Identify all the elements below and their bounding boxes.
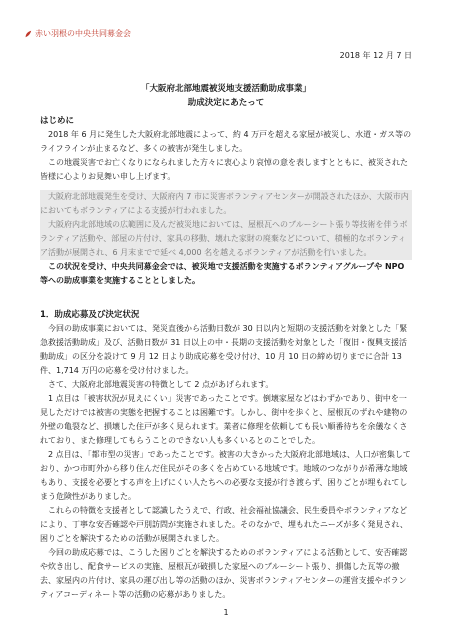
intro-paragraph-2: この地震災害でお亡くなりになられました方々に衷心より哀悼の意を表しますとともに、被災された皆様に心よりお見舞い申し上げます。 — [40, 158, 408, 181]
document-title — [0, 82, 452, 110]
intro-paragraph-5: この状況を受け、中央共同募金会では、被災地で支援活動を実施するボランティアグループや NPO 等への助成事業を実施することとしました。 — [40, 262, 405, 285]
red-feather-icon — [24, 30, 32, 38]
org-name: 赤い羽根の中央共同募金会 — [35, 29, 131, 38]
document-date: 2018 年 12 月 7 日 — [339, 51, 412, 60]
intro-section — [40, 114, 412, 288]
intro-paragraph-4: 大阪府内北部地域の広範囲に及んだ被災地においては、屋根瓦へのブルーシート張り等技術を伴うボランティア活動や、部屋の片付け、家具の移動、壊れた家財の廃棄などについて、積極的なボランティア活動が展開され、6 月末までで延べ 4,000 名を越えるボランティアが活動を行いました。 — [40, 218, 412, 260]
header-logo — [24, 28, 131, 39]
section-1-paragraph-5: これらの特徴を支援者として認識したうえで、行政、社会福祉協議会、民生委員やボランティアなどにより、丁寧な安否確認や戸別訪問が実施されました。そのなかで、埋もれたニーズが多く発見され、困りごとを解決するための活動が展開されました。 — [40, 506, 408, 543]
section-1-paragraph-1: 今回の助成事業においては、発災直後から活動日数が 30 日以内と短期の支援活動を対象とした「緊急救援活動助成」及び、活動日数が 31 日以上の中・長期の支援活動を対象とした「復旧・復興支援活動助成」の区分を設けて 9 月 12 日より助成応募を受け付け、10 月 10 日の締め切りまでに合計 13 件、1,714 万円の応募を受け付けました。 — [40, 324, 408, 375]
section-1 — [40, 308, 412, 602]
intro-heading: はじめに — [40, 116, 75, 126]
section-1-paragraph-2: さて、大阪府北部地震災害の特徴として 2 点があげられます。 — [48, 380, 274, 389]
section-1-paragraph-4: 2 点目は、「都市型の災害」であったことです。被害の大きかった大阪府北部地域は、人口が密集しており、かつ市町外から移り住んだ住民がその多くを占めている地域です。地域のつながりが希薄な地域もあり、支援を必要とする声を上げにくい人たちへの必要な支援が行き渡らず、困りごとが埋もれてしまう危険性がありました。 — [40, 450, 411, 501]
section-1-heading: 1．助成応募及び決定状況 — [40, 310, 140, 320]
page-number: 1 — [223, 608, 229, 617]
title-line-1: 「大阪府北部地震被災地支援活動助成事業」 — [140, 84, 311, 94]
section-1-paragraph-6: 今回の助成応募では、こうした困りごとを解決するためのボランティアによる活動として、安否確認や炊き出し、配食サービスの実施、屋根瓦が破損した家屋へのブルーシート張り、損傷した瓦等の撤去、家屋内の片付け、家具の運び出し等の活動のほか、災害ボランティアセンターの運営支援やボランティアコーディネート等の活動の応募がありました。 — [40, 548, 408, 599]
intro-paragraph-3: 大阪府北部地震発生を受け、大阪府内 7 市に災害ボランティアセンターが開設されたほか、大阪市内においてもボランティアによる支援が行われました。 — [40, 190, 412, 218]
title-line-2: 助成決定にあたって — [187, 98, 265, 108]
intro-paragraph-1: 2018 年 6 月に発生した大阪府北部地震によって、約 4 万戸を超える家屋が被災し、水道・ガス等のライフラインが止まるなど、多くの被害が発生しました。 — [40, 130, 412, 153]
section-1-paragraph-3: 1 点目は「被害状況が見えにくい」災害であったことです。倒壊家屋などはわずかであり、街中を一見しただけでは被害の実態を把握することは困難です。しかし、街中を歩くと、屋根瓦のずれや建物の外壁の亀裂など、損壊した住戸が多く見られます。業者に修理を依頼しても長い順番待ちを余儀なくされており、また修理してもらうことのできない人も多くいるとのことでした。 — [40, 394, 408, 445]
